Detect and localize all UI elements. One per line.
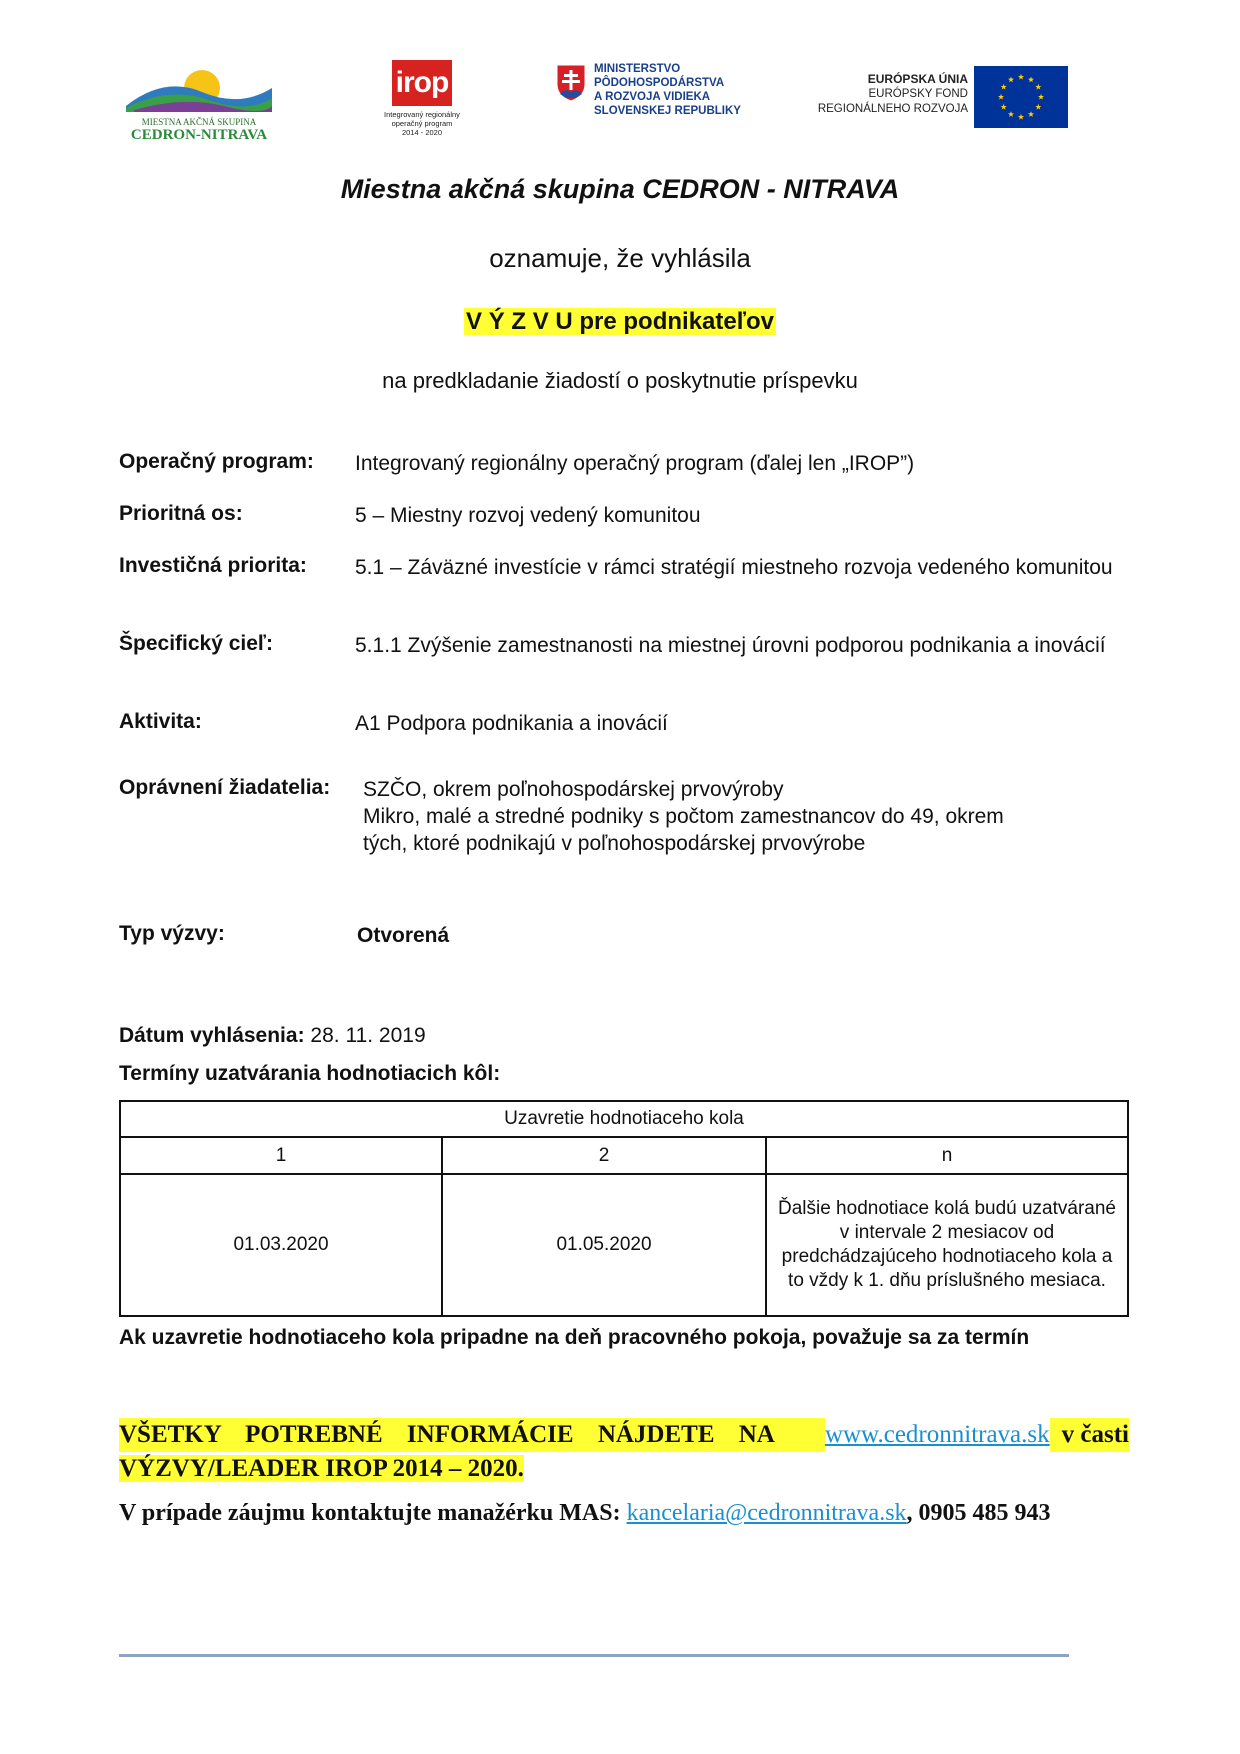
call-type-label: Typ výzvy: [119,922,225,945]
rounds-label: Termíny uzatvárania hodnotiacich kôl: [119,1062,501,1085]
specific-goal-value: 5.1.1 Zvýšenie zamestnanosti na miestnej úrovni podporou podnikania a inovácií [355,634,1106,657]
activity-value: A1 Podpora podnikania a inovácií [355,712,668,735]
cedron-landscape-icon [124,68,274,112]
eu-flag-icon [974,66,1068,128]
eu-line-2: EURÓPSKY FOND [868,88,968,100]
info-prefix-text: VŠETKY POTREBNÉ INFORMÁCIE NÁJDETE NA [119,1421,775,1448]
activity-label: Aktivita: [119,710,202,733]
eu-line-3: REGIONÁLNEHO ROZVOJA [817,103,968,115]
op-value: Integrovaný regionálny operačný program (ďalej len „IROP”) [355,452,915,475]
info-prefix [119,1418,825,1452]
axis-value: 5 – Miestny rozvoj vedený komunitou [355,504,701,527]
holiday-note: Ak uzavretie hodnotiaceho kola pripadne na deň pracovného pokoja, považuje sa za termín [119,1326,1030,1349]
contact-line [119,1500,1051,1527]
irop-caption-1: Integrovaný regionálny [384,110,460,119]
axis-label: Prioritná os: [119,502,243,525]
table-col-1: 1 [120,1137,442,1174]
info-line-2: VÝZVY/LEADER IROP 2014 – 2020. [119,1455,524,1482]
ministry-line-1: MINISTERSTVO [594,63,681,75]
cedron-logo-line2: CEDRON-NITRAVA [130,127,268,143]
eligible-applicants-line2: Mikro, malé a stredné podniky s počtom zamestnancov do 49, okrem [363,805,1004,828]
ministry-line-3: A ROZVOJA VIDIEKA [594,91,711,103]
footer-divider [119,1654,1069,1657]
table-title: Uzavretie hodnotiaceho kola [120,1101,1128,1137]
call-title [0,308,1240,336]
irop-caption-2: operačný program [391,119,453,128]
eu-line-1: EURÓPSKA ÚNIA [867,72,968,86]
op-label: Operačný program: [119,450,314,473]
table-col-2: 2 [442,1137,766,1174]
table-col-n: n [766,1137,1128,1174]
irop-logo [372,60,472,152]
table-row [120,1174,1128,1316]
announcement-date [119,1024,426,1048]
specific-goal-label: Špecifický cieľ: [119,632,274,655]
eligible-applicants-label: Oprávnení žiadatelia: [119,776,331,799]
investment-priority-label: Investičná priorita: [119,554,307,577]
info-line-1 [119,1418,1129,1486]
eligible-applicants-line3: tých, ktoré podnikajú v poľnohospodárskej prvovýrobe [363,832,866,855]
call-type-value: Otvorená [357,924,450,947]
info-suffix: v časti [1050,1418,1129,1452]
cedron-logo [124,68,274,143]
contact-prefix: V prípade záujmu kontaktujte manažérku MAS: [119,1500,621,1526]
purpose-text: na predkladanie žiadostí o poskytnutie príspevku [382,368,858,393]
announce-text: oznamuje, že vyhlásila [489,243,751,273]
contact-phone: , 0905 485 943 [906,1500,1051,1526]
website-link[interactable]: www.cedronnitrava.sk [824,1421,1050,1448]
organization-title: Miestna akčná skupina CEDRON - NITRAVA [340,174,900,204]
investment-priority-value: 5.1 – Záväzné investície v rámci stratégií miestneho rozvoja vedeného komunitou [355,556,1113,579]
slovak-coat-of-arms-icon [556,64,586,102]
irop-caption-3: 2014 - 2020 [401,128,443,137]
call-title-text: V Ý Z V U pre podnikateľov [466,308,774,335]
ministry-line-4: SLOVENSKEJ REPUBLIKY [594,105,741,117]
announcement-date-value: 28. 11. 2019 [310,1024,426,1047]
table-cell-round-1: 01.03.2020 [120,1174,442,1316]
announcement-date-label: Dátum vyhlásenia: [119,1024,305,1047]
eligible-applicants-line1: SZČO, okrem poľnohospodárskej prvovýroby [363,778,784,801]
cedron-logo-line1: MIESTNA AKČNÁ SKUPINA [141,117,257,127]
irop-mark: irop [392,60,452,106]
evaluation-rounds-table [119,1100,1129,1317]
table-cell-round-n: Ďalšie hodnotiace kolá budú uzatvárané v intervale 2 mesiacov od predchádzajúceho hodnotiaceho kola a to vždy k 1. dňu príslušného mesiaca. [766,1174,1128,1316]
email-link[interactable]: kancelaria@cedronnitrava.sk [626,1500,907,1526]
table-header-row [120,1137,1128,1174]
ministry-line-2: PÔDOHOSPODÁRSTVA [594,77,725,89]
table-title-row [120,1101,1128,1137]
eu-logo [806,64,1071,130]
ministry-logo [556,62,756,124]
table-cell-round-2: 01.05.2020 [442,1174,766,1316]
